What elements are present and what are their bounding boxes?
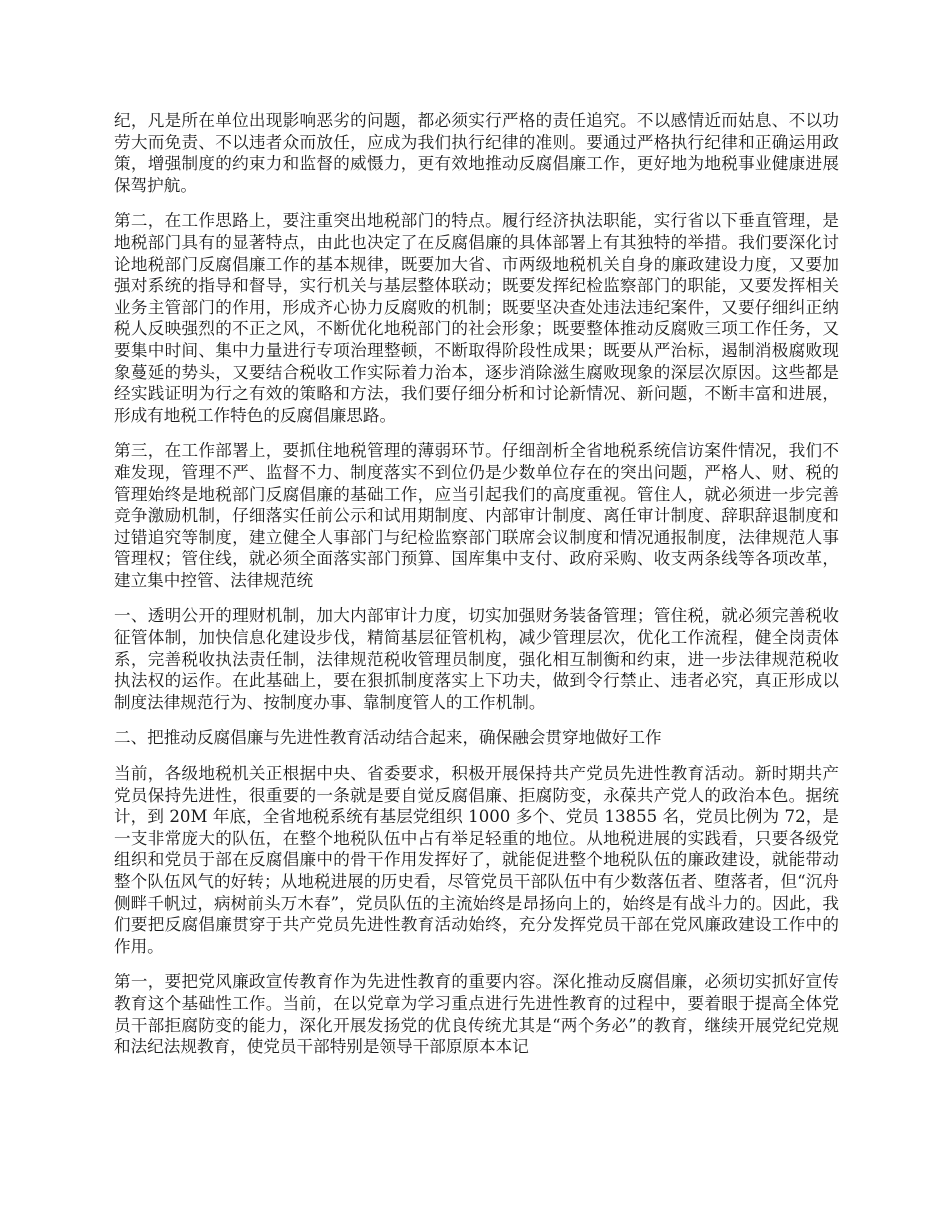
paragraph: 第一，要把党风廉政宣传教育作为先进性教育的重要内容。深化推动反腐倡廉，必须切实抓好宣传教育这个基础性工作。当前，在以党章为学习重点进行先进性教育的过程中，要着眼于提高全体党员干部拒腐防变的能力，深化开展发扬党的优良传统尤其是“两个务必”的教育，继续开展党纪党规和法纪法规教育，使党员干部特别是领导干部原原本本记 (114, 972, 839, 1057)
paragraph: 当前，各级地税机关正根据中央、省委要求，积极开展保持共产党员先进性教育活动。新时期共产党员保持先进性，很重要的一条就是要自觉反腐倡廉、拒腐防变，永葆共产党人的政治本色。据统计，到 20M 年底，全省地税系统有基层党组织 1000 多个、党员 13855 名，党员比例为 72，是一支非常庞大的队伍，在整个地税队伍中占有举足轻重的地位。从地税进展的实践看，只要各级党组织和党员于部在反腐倡廉中的骨干作用发挥好了，就能促进整个地税队伍的廉政建设，就能带动整个队伍风气的好转；从地税进展的历史看，尽管党员干部队伍中有少数落伍者、堕落者，但“沉舟侧畔千帆过，病树前头万木春”，党员队伍的主流始终是昂扬向上的，始终是有战斗力的。因此，我们要把反腐倡廉贯穿于共产党员先进性教育活动始终，充分发挥党员干部在党风廉政建设工作中的作用。 (114, 764, 839, 956)
section-heading: 二、把推动反腐倡廉与先进性教育活动结合起来，确保融会贯穿地做好工作 (114, 728, 662, 748)
paragraph: 第二，在工作思路上，要注重突出地税部门的特点。履行经济执法职能，实行省以下垂直管理，是地税部门具有的显著特点，由此也决定了在反腐倡廉的具体部署上有其独特的举措。我们要深化讨论地税部门反腐倡廉工作的基本规律，既要加大省、市两级地税机关自身的廉政建设力度，又要加强对系统的指导和督导，实行机关与基层整体联动；既要发挥纪检监察部门的职能，又要发挥相关业务主管部门的作用，形成齐心协力反腐败的机制；既要坚决查处违法违纪案件，又要仔细纠正纳税人反映强烈的不正之风，不断优化地税部门的社会形象；既要整体推动反腐败三项工作任务，又要集中时间、集中力量进行专项治理整顿，不断取得阶段性成果；既要从严治标，遏制消极腐败现象蔓延的势头，又要结合税收工作实际着力治本，逐步消除滋生腐败现象的深层次原因。这些都是经实践证明为行之有效的策略和方法，我们要仔细分析和讨论新情况、新问题，不断丰富和进展，形成有地税工作特色的反腐倡廉思路。 (114, 211, 839, 425)
paragraph: 第三，在工作部署上，要抓住地税管理的薄弱环节。仔细剖析全省地税系统信访案件情况，我们不难发现，管理不严、监督不力、制度落实不到位仍是少数单位存在的突出问题，严格人、财、税的管理始终是地税部门反腐倡廉的基础工作，应当引起我们的高度重视。管住人，就必须进一步完善竞争激励机制，仔细落实任前公示和试用期制度、内部审计制度、离任审计制度、辞职辞退制度和过错追究等制度，建立健全人事部门与纪检监察部门联席会议制度和情况通报制度，法律规范人事管理权；管住线，就必须全面落实部门预算、国库集中支付、政府采购、收支两条线等各项改革，建立集中控管、法律规范统 (114, 441, 839, 590)
document-page (114, 110, 839, 1072)
paragraph: 纪，凡是所在单位出现影响恶劣的问题，都必须实行严格的责任追究。不以感情近而姑息、不以功劳大而免责、不以违者众而放任，应成为我们执行纪律的准则。要通过严格执行纪律和正确运用政策，增强制度的约束力和监督的威慑力，更有效地推动反腐倡廉工作，更好地为地税事业健康进展保驾护航。 (114, 111, 839, 195)
paragraph: 一、透明公开的理财机制，加大内部审计力度，切实加强财务装备管理；管住税，就必须完善税收征管体制，加快信息化建设步伐，精简基层征管机构，减少管理层次，优化工作流程，健全岗责体系，完善税收执法责任制，法律规范税收管理员制度，强化相互制衡和约束，进一步法律规范税收执法权的运作。在此基础上，要在狠抓制度落实上下功夫，做到令行禁止、违者必究，真正形成以制度法律规范行为、按制度办事、靠制度管人的工作机制。 (114, 606, 839, 712)
